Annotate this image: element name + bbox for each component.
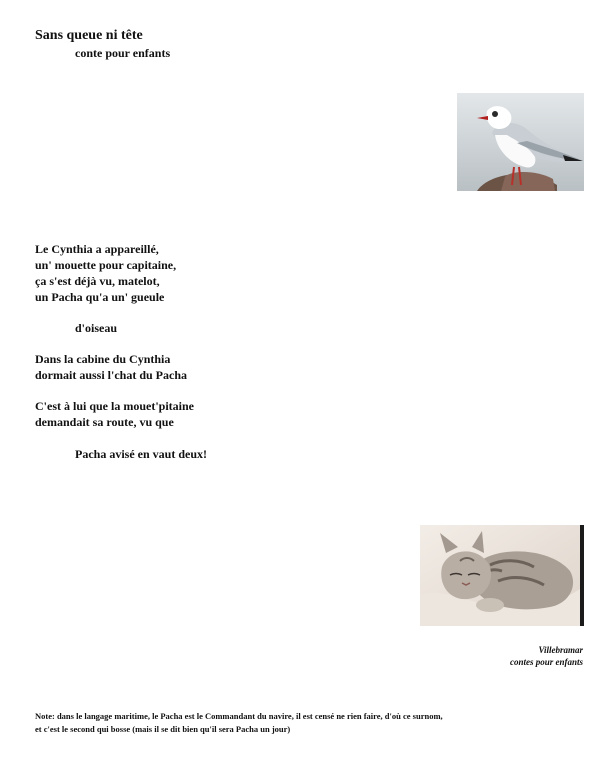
kitten-image xyxy=(420,525,584,626)
seagull-image xyxy=(457,93,584,191)
signature xyxy=(510,644,583,668)
poem-indented-line-2: Pacha avisé en vaut deux! xyxy=(75,447,207,461)
footnote xyxy=(35,710,595,736)
page-subtitle: conte pour enfants xyxy=(75,46,171,60)
poem-line: Le Cynthia a appareillé, xyxy=(35,242,159,256)
poem-line: C'est à lui que la mouet'pitaine xyxy=(35,399,195,413)
page-title: Sans queue ni tête xyxy=(35,28,143,43)
author-name: Villebramar xyxy=(538,645,583,655)
poem-line: un Pacha qu'a un' gueule xyxy=(35,290,165,304)
poem-stanza-1 xyxy=(35,241,176,305)
footnote-line: et c'est le second qui bosse (mais il se dit bien qu'il sera Pacha un jour) xyxy=(35,724,291,734)
collection-name: contes pour enfants xyxy=(509,657,583,667)
footnote-line: Note: dans le langage maritime, le Pacha est le Commandant du navire, il est censé ne rien faire, d'où ce surnom, xyxy=(35,711,443,721)
poem-line: demandait sa route, vu que xyxy=(35,415,174,429)
poem-line: ça s'est déjà vu, matelot, xyxy=(35,274,160,288)
poem-line: Dans la cabine du Cynthia xyxy=(35,352,171,366)
poem-indented-line-1: d'oiseau xyxy=(75,321,118,335)
poem-stanza-3 xyxy=(35,398,194,430)
poem-line: un' mouette pour capitaine, xyxy=(35,258,177,272)
poem-line: dormait aussi l'chat du Pacha xyxy=(35,368,188,382)
poem-stanza-2 xyxy=(35,351,187,383)
